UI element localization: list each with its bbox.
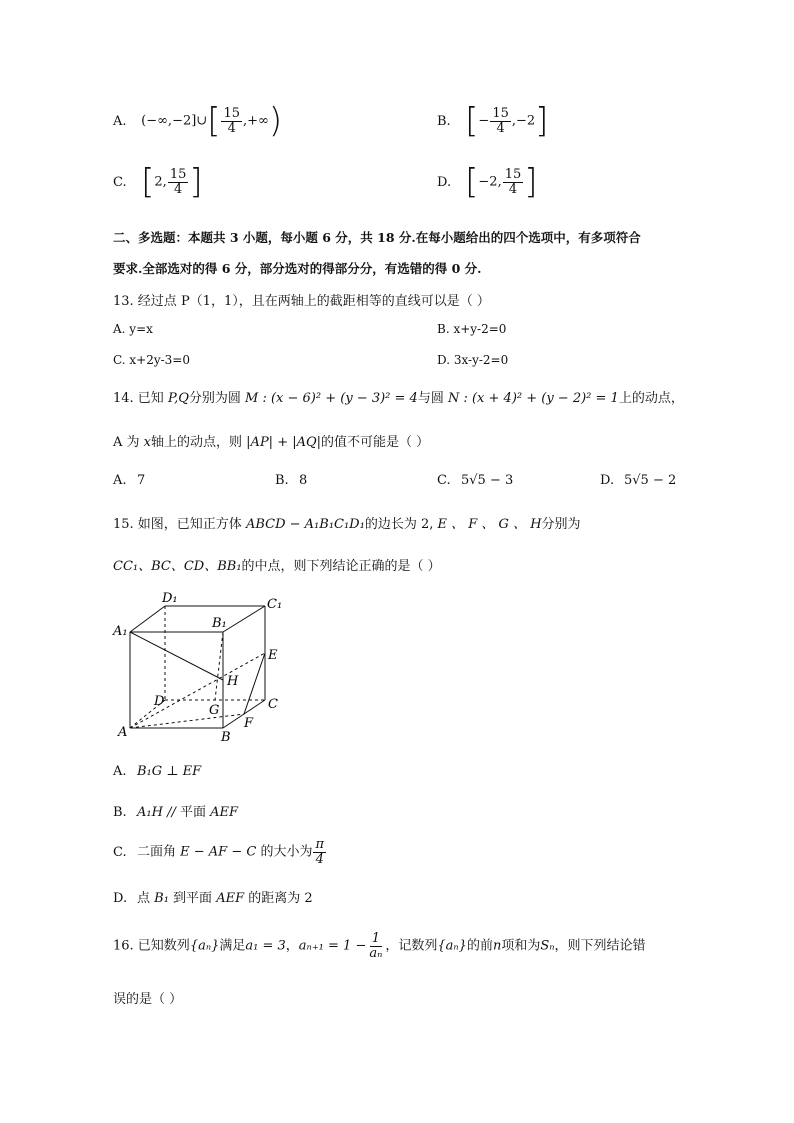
label-c: C: [268, 697, 278, 712]
q15-option-d: D. 点 B₁ 到平面 AEF 的距离为 2: [113, 891, 313, 906]
q16-line2: 误的是（ ）: [113, 992, 183, 1007]
q12-option-a: A. (−∞,−2]∪[ $\frac{15}{4}$ ,+∞): [113, 101, 283, 141]
seg-e-f: [244, 653, 265, 714]
q14-option-c: C. 5√5 − 3: [437, 473, 514, 488]
hidden-b1-g: [215, 632, 223, 700]
q12-option-b: B. [− $\frac{15}{4}$ ,−2]: [437, 101, 549, 141]
edge-a1-d1: [130, 606, 165, 632]
q12-d-frac: $\frac{15}{4}$: [504, 166, 522, 197]
q15-option-b: B. A₁H // 平面 AEF: [113, 805, 239, 820]
q14-circle-n: N : (x + 4)² + (y − 2)² = 1: [447, 391, 619, 406]
q12-b-frac: $\frac{15}{4}$: [492, 105, 509, 136]
q12-option-d: D. [−2, $\frac{15}{4}$ ]: [437, 162, 538, 202]
q15-option-c: C. 二面角 E − AF − C 的大小为 $\frac{\pi}{4}$: [113, 837, 325, 867]
q14-option-b: B. 8: [275, 473, 308, 488]
q14-option-d: D. 5√5 − 2: [600, 473, 677, 488]
q14-circle-m: M : (x − 6)² + (y − 3)² = 4: [245, 391, 418, 406]
q15-line2: CC₁、BC、CD、BB₁的中点，则下列结论正确的是（ ）: [113, 559, 441, 574]
label-b1: B₁: [212, 616, 227, 631]
q13-option-d: D. 3x-y-2=0: [437, 353, 509, 367]
edge-b1-c1: [223, 606, 265, 632]
q12-c-frac: $\frac{15}{4}$: [169, 166, 187, 197]
q14-option-a: A. 7: [113, 473, 146, 488]
q13-stem: 13. 经过点 P（1，1），且在两轴上的截距相等的直线可以是（ ）: [113, 294, 490, 309]
q13-option-a: A. y=x: [113, 322, 153, 336]
label-c1: C₁: [267, 597, 283, 612]
q15-c-frac: $\frac{\pi}{4}$: [315, 837, 325, 867]
section2-line2: 要求.全部选对的得 6 分，部分选对的得部分分，有选错的得 0 分.: [113, 261, 482, 276]
seg-a1-h: [130, 632, 223, 680]
q15-cube-figure: [110, 588, 300, 748]
label-a: A: [118, 725, 128, 740]
label-d1: D₁: [162, 591, 178, 606]
q14-line1: 14. 已知 P,Q分别为圆 M : (x − 6)² + (y − 3)² = 4与圆 N : (x + 4)² + (y − 2)² = 1上的动点，: [113, 391, 684, 406]
q16-frac: $\frac{1}{\text{aₙ}}$: [369, 931, 383, 961]
q13-option-b: B. x+y-2=0: [437, 322, 507, 336]
q13-option-c: C. x+2y-3=0: [113, 353, 190, 367]
section2-line1: 二、多选题：本题共 3 小题，每小题 6 分，共 18 分.在每小题给出的四个选项中，有多项符合: [113, 230, 641, 245]
q16-line1: 16. 已知数列{aₙ}满足a₁ = 3，aₙ₊₁ = 1 − $\frac{1}{\text{aₙ}}$ ，记数列{aₙ}的前n项和为Sₙ，则下列结论错: [113, 931, 646, 961]
q12-option-c: C. [2, $\frac{15}{4}$ ]: [113, 162, 203, 202]
q14-line2: A 为 x轴上的动点，则 |AP| + |AQ|的值不可能是（ ）: [113, 435, 430, 450]
label-h: H: [227, 674, 239, 689]
label-g: G: [209, 703, 220, 718]
q14-expression: |AP| + |AQ|: [246, 435, 322, 450]
q12-a-left: (−∞,−2]∪: [141, 113, 208, 129]
label-b: B: [221, 730, 231, 745]
q12-a-frac: $\frac{15}{4}$: [223, 105, 241, 136]
label-f: F: [244, 716, 254, 731]
label-a1: A₁: [113, 624, 128, 639]
q15-option-a: A. B₁G ⊥ EF: [113, 764, 202, 779]
label-d: D: [154, 694, 165, 709]
label-e: E: [268, 648, 278, 663]
q15-line1: 15. 如图，已知正方体 ABCD − A₁B₁C₁D₁的边长为 2, E 、 F 、 G 、 H分别为: [113, 517, 581, 532]
